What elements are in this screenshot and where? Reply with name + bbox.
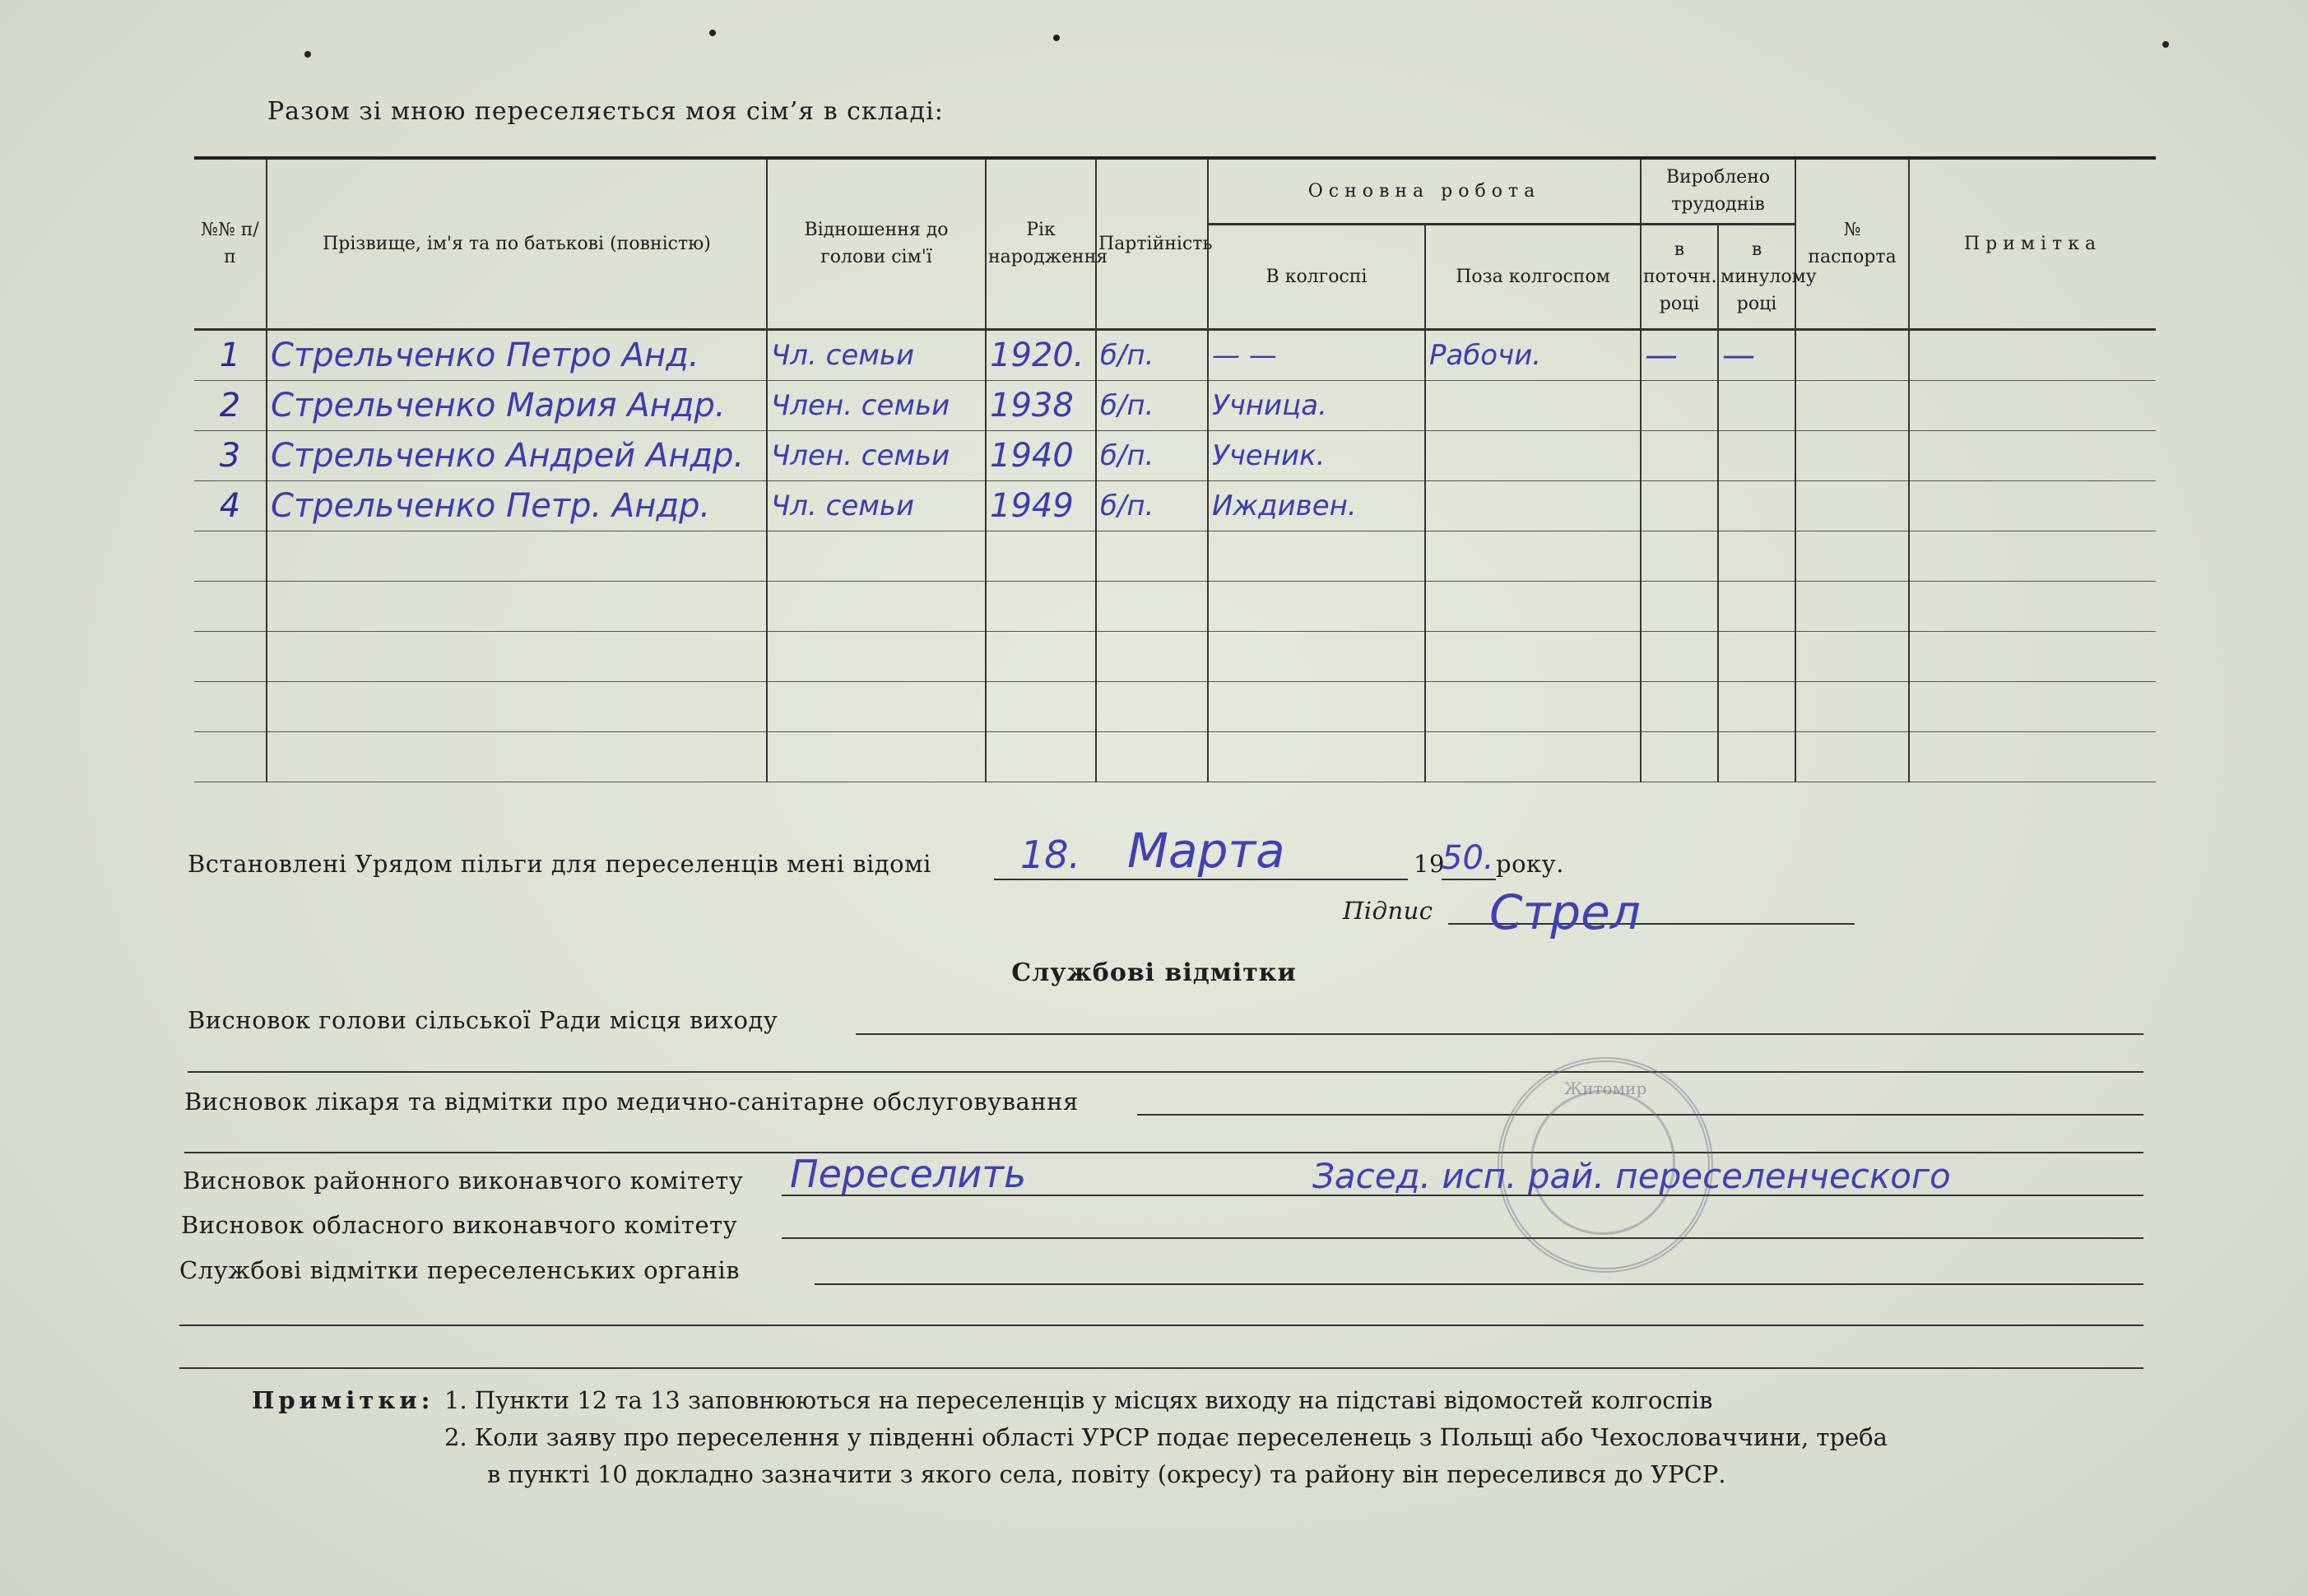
- col-header-relation: Відношення до голови сім'ї: [767, 158, 986, 329]
- cell-wd-past: [1718, 581, 1795, 631]
- cell-passport: [1795, 731, 1909, 782]
- cell-note: [1909, 581, 2156, 631]
- table-row: [194, 430, 2156, 480]
- benefits-year-word: року.: [1496, 850, 1564, 878]
- table-row: [194, 329, 2156, 380]
- cell-party: [1096, 631, 1208, 681]
- cell-wd-past: [1718, 731, 1795, 782]
- cell-note: [1909, 329, 2156, 380]
- col-header-work: Основна робота: [1208, 158, 1641, 224]
- cell-wd-current: [1641, 430, 1718, 480]
- cell-note: [1909, 631, 2156, 681]
- cell-note: [1909, 731, 2156, 782]
- cell-passport: [1795, 581, 1909, 631]
- table-row: [194, 480, 2156, 531]
- cell-passport: [1795, 480, 1909, 531]
- cell-wd-current: [1641, 380, 1718, 430]
- district-label: Висновок районного виконавчого комітету: [183, 1167, 744, 1195]
- cell-wd-past: —: [1718, 329, 1795, 380]
- benefits-day: 18.: [1020, 833, 1081, 877]
- cell-work-out: [1425, 731, 1641, 782]
- col-header-no: №№ п/п: [194, 158, 267, 329]
- cell-passport: [1795, 329, 1909, 380]
- village-line: [856, 1033, 2143, 1035]
- benefits-year-suffix: 50.: [1442, 839, 1494, 877]
- family-table: [194, 156, 2156, 782]
- cell-birth: [986, 681, 1096, 731]
- col-header-name: Прізвище, ім'я та по батькові (повністю): [267, 158, 767, 329]
- cell-passport: [1795, 631, 1909, 681]
- blank-line: [179, 1325, 2143, 1326]
- village-label: Висновок голови сільської Ради місця виходу: [188, 1006, 778, 1034]
- blank-line: [179, 1367, 2143, 1369]
- blank-line: [184, 1152, 2143, 1153]
- service-title: Службові відмітки: [1011, 958, 1297, 987]
- doctor-label: Висновок лікаря та відмітки про медично-санітарне обслуговування: [184, 1088, 1079, 1116]
- cell-work-out: [1425, 531, 1641, 581]
- cell-work-in: [1208, 731, 1425, 782]
- cell-name: Стрельченко Петр. Андр.: [267, 480, 767, 531]
- cell-no: 2: [194, 380, 267, 430]
- col-header-party: Партійність: [1096, 158, 1208, 329]
- cell-no: [194, 681, 267, 731]
- cell-work-in: [1208, 631, 1425, 681]
- cell-relation: Чл. семьи: [767, 480, 986, 531]
- cell-work-out: [1425, 581, 1641, 631]
- col-header-note: Примітка: [1909, 158, 2156, 329]
- cell-wd-current: [1641, 581, 1718, 631]
- cell-relation: [767, 631, 986, 681]
- family-intro: Разом зі мною переселяється моя сім’я в складі:: [267, 97, 944, 126]
- district-value: Переселить: [790, 1152, 1027, 1196]
- cell-work-in: [1208, 581, 1425, 631]
- cell-note: [1909, 430, 2156, 480]
- cell-passport: [1795, 531, 1909, 581]
- cell-birth: [986, 731, 1096, 782]
- cell-passport: [1795, 681, 1909, 731]
- cell-birth: 1949: [986, 480, 1096, 531]
- cell-wd-past: [1718, 380, 1795, 430]
- cell-party: [1096, 731, 1208, 782]
- cell-party: б/п.: [1096, 329, 1208, 380]
- benefits-year-prefix: 19: [1414, 850, 1445, 878]
- cell-no: [194, 631, 267, 681]
- table-row: [194, 731, 2156, 782]
- cell-wd-past: [1718, 631, 1795, 681]
- cell-no: [194, 531, 267, 581]
- cell-work-out: [1425, 480, 1641, 531]
- cell-no: 1: [194, 329, 267, 380]
- benefits-line: [994, 879, 1408, 880]
- cell-wd-past: [1718, 480, 1795, 531]
- cell-passport: [1795, 380, 1909, 430]
- official-stamp: Житомир: [1498, 1057, 1713, 1273]
- cell-relation: [767, 581, 986, 631]
- district-value-2: Засед. исп. рай. переселенческого: [1312, 1156, 1951, 1196]
- cell-wd-current: [1641, 480, 1718, 531]
- note-2a: 2. Коли заяву про переселення у південні області УРСР подає переселенець з Польщі або Чехословаччини, треба: [444, 1423, 1888, 1451]
- benefits-month: Марта: [1127, 823, 1285, 879]
- cell-birth: [986, 531, 1096, 581]
- table-row: [194, 581, 2156, 631]
- cell-party: [1096, 681, 1208, 731]
- cell-work-in: — —: [1208, 329, 1425, 380]
- cell-no: 3: [194, 430, 267, 480]
- cell-name: [267, 531, 767, 581]
- year-line: [1442, 879, 1496, 880]
- benefits-row: [188, 850, 931, 878]
- cell-work-in: Иждивен.: [1208, 480, 1425, 531]
- cell-work-in: Ученик.: [1208, 430, 1425, 480]
- cell-birth: 1940: [986, 430, 1096, 480]
- cell-relation: Член. семьи: [767, 380, 986, 430]
- cell-relation: [767, 731, 986, 782]
- cell-name: Стрельченко Мария Андр.: [267, 380, 767, 430]
- cell-party: [1096, 581, 1208, 631]
- col-header-work-in: В колгоспі: [1208, 224, 1425, 329]
- punch-hole: [709, 30, 716, 36]
- cell-wd-past: [1718, 430, 1795, 480]
- notes-label: Примітки:: [252, 1386, 434, 1414]
- cell-birth: [986, 581, 1096, 631]
- cell-work-in: Учница.: [1208, 380, 1425, 430]
- cell-name: [267, 681, 767, 731]
- cell-name: [267, 631, 767, 681]
- col-header-work-out: Поза колгоспом: [1425, 224, 1641, 329]
- cell-wd-current: [1641, 531, 1718, 581]
- oblast-line: [782, 1237, 2143, 1239]
- punch-hole: [2162, 41, 2169, 48]
- cell-relation: Чл. семьи: [767, 329, 986, 380]
- col-header-birth: Рік народження: [986, 158, 1096, 329]
- cell-work-out: [1425, 380, 1641, 430]
- cell-birth: 1920.: [986, 329, 1096, 380]
- punch-hole: [1053, 35, 1060, 41]
- cell-wd-current: [1641, 731, 1718, 782]
- table-row: [194, 631, 2156, 681]
- cell-relation: Член. семьи: [767, 430, 986, 480]
- cell-name: [267, 581, 767, 631]
- organs-label: Службові відмітки переселенських органів: [179, 1256, 741, 1284]
- table-row: [194, 380, 2156, 430]
- cell-note: [1909, 681, 2156, 731]
- col-header-workdays: Вироблено трудоднів: [1641, 158, 1795, 224]
- cell-name: Стрельченко Андрей Андр.: [267, 430, 767, 480]
- cell-party: [1096, 531, 1208, 581]
- cell-wd-current: [1641, 681, 1718, 731]
- note-2b: в пункті 10 докладно зазначити з якого села, повіту (окресу) та району він переселився до УРСР.: [487, 1460, 1726, 1488]
- cell-note: [1909, 531, 2156, 581]
- cell-no: [194, 731, 267, 782]
- cell-party: б/п.: [1096, 480, 1208, 531]
- col-header-wd-current: в поточн. році: [1641, 224, 1718, 329]
- cell-birth: 1938: [986, 380, 1096, 430]
- cell-note: [1909, 380, 2156, 430]
- benefits-label: Встановлені Урядом пільги для переселенців мені відомі: [188, 850, 931, 878]
- cell-work-out: [1425, 430, 1641, 480]
- cell-wd-past: [1718, 531, 1795, 581]
- cell-party: б/п.: [1096, 380, 1208, 430]
- cell-wd-current: —: [1641, 329, 1718, 380]
- cell-no: [194, 581, 267, 631]
- cell-name: [267, 731, 767, 782]
- organs-line: [815, 1283, 2143, 1285]
- blank-line: [188, 1071, 2143, 1073]
- table-row: [194, 681, 2156, 731]
- oblast-label: Висновок обласного виконавчого комітету: [181, 1211, 738, 1239]
- cell-passport: [1795, 430, 1909, 480]
- cell-note: [1909, 480, 2156, 531]
- cell-name: Стрельченко Петро Анд.: [267, 329, 767, 380]
- col-header-wd-past: в минулому році: [1718, 224, 1795, 329]
- cell-relation: [767, 531, 986, 581]
- cell-work-in: [1208, 531, 1425, 581]
- punch-hole: [304, 51, 311, 58]
- cell-work-in: [1208, 681, 1425, 731]
- cell-birth: [986, 631, 1096, 681]
- note-1: 1. Пункти 12 та 13 заповнюються на переселенців у місцях виходу на підставі відомостей колгоспів: [444, 1386, 1713, 1414]
- cell-no: 4: [194, 480, 267, 531]
- cell-work-out: [1425, 681, 1641, 731]
- cell-work-out: Рабочи.: [1425, 329, 1641, 380]
- cell-wd-current: [1641, 631, 1718, 681]
- cell-work-out: [1425, 631, 1641, 681]
- col-header-passport: № паспорта: [1795, 158, 1909, 329]
- cell-party: б/п.: [1096, 430, 1208, 480]
- signature-label: Підпис: [1343, 897, 1433, 925]
- cell-relation: [767, 681, 986, 731]
- cell-wd-past: [1718, 681, 1795, 731]
- signature-value: Стрел: [1489, 884, 1641, 940]
- table-row: [194, 531, 2156, 581]
